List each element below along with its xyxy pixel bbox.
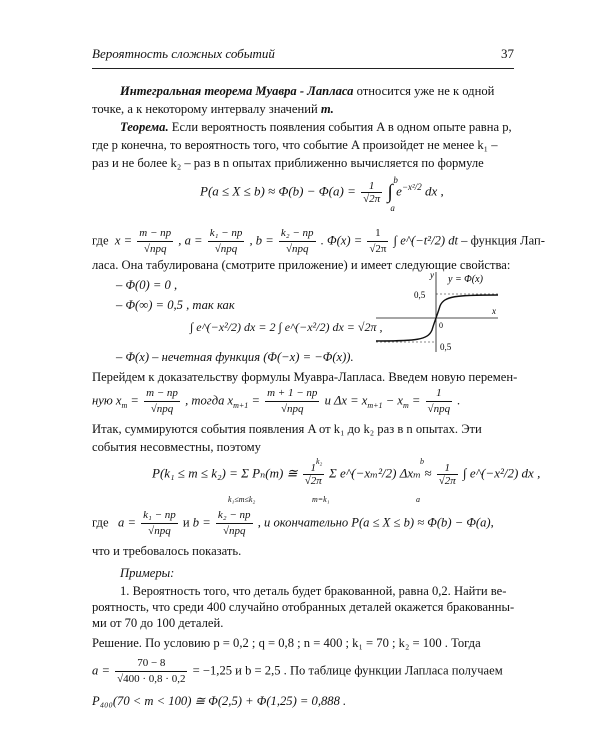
dx-den: √npq: [427, 403, 451, 415]
proof-line-2: ную $x_m$ = $\frac{m - np}{\text{√npq}}$ , тогда $x_{m+1}$ = $\frac{m + 1 - np}{\text{√npq}}$ и $\Delta x = x_{m+1} - x_m$ = $\frac{1}{\text{√npq}}$ .: [92, 387, 461, 415]
x-den: √npq: [143, 243, 167, 255]
graph-label-x: x: [492, 306, 496, 316]
formula2-int-upper: b: [420, 457, 424, 466]
a-num: k₁ − np: [208, 226, 245, 242]
proof-period: .: [457, 393, 461, 408]
b-frac: [279, 226, 316, 257]
formula2-sum2-over: k₂: [316, 457, 323, 466]
formula-sum: [152, 462, 540, 487]
formula2-int-lower: a: [416, 495, 420, 504]
solution-a-def: a =: [92, 663, 110, 678]
conclusion-a-frac: [141, 508, 178, 539]
proof-eq2: =: [248, 393, 260, 408]
formula2-int: ∫ e^(−x²/2) dx ,: [463, 465, 541, 481]
conclusion-where: где: [92, 515, 109, 530]
intro-line-1: [120, 84, 494, 99]
tabulated-line: ласа. Она табулирована (смотрите приложение) и имеет следующие свойства:: [92, 258, 511, 272]
example1-line-2: роятность, что среди 400 случайно отобранных деталей окажется бракованны-: [92, 600, 515, 614]
proof-line-1: Перейдем к доказательству формулы Муавра-Лапласа. Введем новую перемен-: [92, 370, 518, 384]
qed-line: что и требовалось показать.: [92, 544, 242, 558]
conclusion-and: и: [182, 515, 193, 530]
property-1: – Φ(0) = 0 ,: [116, 278, 178, 292]
formula2-sum-under: k₁≤m≤k₂: [228, 495, 256, 504]
proof-line-3: Итак, суммируются события появления A от k₁ до k₂ раз в n опытах. Эти: [92, 422, 482, 436]
b-den: √npq: [285, 243, 309, 255]
formula1-integral-sign: ∫ b a: [387, 175, 398, 213]
solution-a-frac: [115, 656, 187, 687]
conclusion-a-den: √npq: [148, 525, 171, 537]
intro-var: m.: [320, 102, 334, 116]
formula1-e: e: [396, 183, 402, 199]
a-def: , a =: [178, 233, 203, 248]
proof-minus: − x: [382, 393, 403, 408]
theorem-line-1: [120, 120, 512, 135]
solution-line-1: Решение. По условию p = 0,2 ; q = 0,8 ; n = 400 ; k₁ = 70 ; k₂ = 100 . Тогда: [92, 636, 481, 650]
formula2-lhs: P(k₁ ≤ m ≤ k₂) = Σ Pₙ(m) ≅: [152, 465, 298, 481]
intro-line-2: [92, 102, 334, 117]
intro-line-1-rest: относится уже не к одной: [353, 84, 495, 98]
formula-integral-theorem: [200, 175, 444, 213]
example1-line-3: ми от 70 до 100 деталей.: [92, 616, 224, 630]
xm-frac: [144, 386, 180, 417]
proof-var-x: ную x: [92, 393, 122, 408]
proof-eq3: =: [408, 393, 421, 408]
where-definitions: [92, 226, 545, 257]
b-num: k₂ − np: [279, 226, 316, 242]
formula2-coef2: [437, 462, 458, 487]
page-number: 37: [501, 46, 514, 61]
graph-label-func: y = Φ(x): [448, 274, 483, 285]
x-frac: [137, 226, 173, 257]
xm1-frac: [265, 386, 319, 417]
formula1-exponent: −x²/2: [401, 182, 422, 193]
examples-heading: Примеры:: [120, 566, 175, 580]
proof-sub-m1: m+1: [233, 400, 249, 410]
formula1-coef-den: √2π: [363, 193, 381, 205]
xm-den: √npq: [150, 403, 174, 415]
xm-num: m − np: [144, 386, 180, 402]
header-title: Вероятность сложных событий: [92, 46, 275, 61]
x-def: x =: [114, 233, 133, 248]
proof-delta: и Δx = x: [324, 393, 368, 408]
property-2-formula: ∫ e^(−x²/2) dx = 2 ∫ e^(−x²/2) dx = √2π ,: [190, 320, 383, 334]
solution-line-2: [92, 656, 503, 687]
example1-line-1: 1. Вероятность того, что деталь будет бракованной, равна 0,2. Найти ве-: [120, 584, 507, 598]
graph-label-y: y: [430, 270, 434, 280]
formula2-coef2-den: √2π: [438, 475, 456, 487]
proof-sub-m: m: [121, 400, 128, 410]
solution-a-rest: = −1,25 и b = 2,5 . По таблице функции Лапласа получаем: [192, 663, 503, 678]
proof-line-4: события несовместны, поэтому: [92, 440, 261, 454]
formula1-lhs: P(a ≤ X ≤ b) ≈ Φ(b) − Φ(a) =: [200, 183, 356, 199]
phi-def: . Φ(x) =: [320, 233, 363, 248]
formula2-sum2-under: m=k₁: [312, 495, 330, 504]
x-num: m − np: [137, 226, 173, 242]
formula1-lower: a: [390, 203, 395, 213]
conclusion-b-num: k₂ − np: [216, 508, 253, 524]
phi-den: √2π: [369, 243, 387, 255]
phi-integral: ∫ e^(−t²/2) dt: [393, 233, 459, 248]
conclusion-b-def: b =: [192, 515, 211, 530]
theorem-name: Интегральная теорема Муавра - Лапласа: [120, 84, 354, 98]
formula1-upper: b: [393, 175, 398, 185]
graph-label-pos: 0,5: [414, 290, 426, 300]
intro-line-2-text: точке, а к некоторому интервалу значений: [92, 102, 318, 116]
formula1-coef-num: 1: [361, 180, 382, 193]
solution-a-num: 70 − 8: [115, 656, 187, 672]
proof-then: , тогда x: [185, 393, 234, 408]
property-2: – Φ(∞) = 0,5 , так как: [116, 298, 235, 312]
proof-eq1: =: [127, 393, 139, 408]
phi-num: 1: [367, 226, 388, 242]
xm1-den: √npq: [280, 403, 304, 415]
laplace-function-graph: [376, 268, 502, 354]
running-header: [92, 44, 514, 69]
theorem-label: Теорема.: [120, 120, 169, 134]
formula2-coef2-num: 1: [437, 462, 458, 475]
graph-label-origin: 0: [439, 321, 443, 330]
phi-frac: [367, 226, 388, 257]
conclusion-b-frac: [216, 508, 253, 539]
b-def: , b =: [249, 233, 274, 248]
graph-label-neg: 0,5: [440, 342, 452, 352]
dx-num: 1: [426, 386, 453, 402]
theorem-line-1-text: Если вероятность появления события A в одном опыте равна p,: [168, 120, 512, 134]
conclusion-a-def: a =: [118, 515, 136, 530]
formula1-coef: [361, 180, 382, 205]
formula1-tail: dx ,: [424, 183, 444, 199]
solution-line-3: P₄₀₀(70 < m < 100) ≅ Φ(2,5) + Φ(1,25) = 0,888 .: [92, 694, 347, 708]
solution-a-den: √400 · 0,8 · 0,2: [117, 673, 186, 685]
where-word: где: [92, 233, 109, 248]
conclusion-a-num: k₁ − np: [141, 508, 178, 524]
conclusion-b-den: √npq: [222, 525, 246, 537]
dx-frac: [426, 386, 453, 417]
theorem-line-2: где p конечна, то вероятность того, что событие A произойдет не менее k₁ –: [92, 138, 498, 152]
formula2-coef1-num: 1: [303, 462, 324, 475]
a-den: √npq: [214, 243, 238, 255]
phi-tail: – функция Лап-: [458, 233, 545, 248]
formula2-coef1-den: √2π: [304, 475, 322, 487]
a-frac: [208, 226, 245, 257]
property-3: – Φ(x) – нечетная функция (Φ(−x) = −Φ(x)).: [116, 350, 354, 364]
xm1-num: m + 1 − np: [265, 386, 319, 402]
conclusion-line: [92, 508, 494, 539]
theorem-line-3: раз и не более k₂ – раз в n опытах приближенно вычисляется по формуле: [92, 156, 484, 170]
formula2-sum2: Σ e^(−xₘ²/2) Δxₘ ≈: [329, 465, 432, 481]
conclusion-final: , и окончательно P(a ≤ X ≤ b) ≈ Φ(b) − Φ(a),: [257, 515, 494, 530]
